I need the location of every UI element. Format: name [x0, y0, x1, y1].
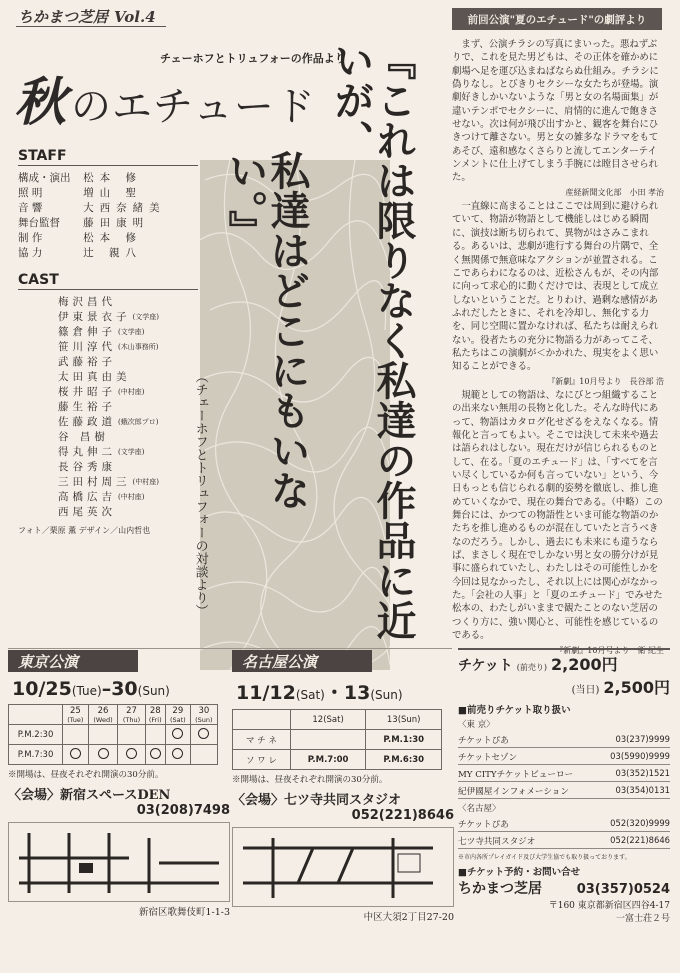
nagoya-time-cell: P.M.1:30: [366, 730, 442, 750]
ticket-outlet-row: [458, 768, 670, 782]
quote-line2: 私達はどこにもいない。』: [222, 150, 311, 510]
ticket-section: [458, 648, 670, 932]
tokyo-day-cell: [165, 705, 190, 725]
quote-line1: 『これは限りなく私達の作品に近いが、: [328, 40, 417, 640]
tokyo-table-row: [9, 745, 218, 765]
staff-name: 松本 修: [83, 232, 142, 244]
tokyo-mark-cell: [88, 745, 118, 765]
tokyo-mark-cell: [88, 725, 118, 745]
performance-circle-icon: [98, 748, 109, 759]
ticket-label: チケット: [458, 658, 513, 674]
tokyo-address: 新宿区歌舞伎町1-1-3: [138, 907, 230, 918]
nagoya-map: [232, 827, 454, 907]
advance-label: (前売り): [516, 663, 547, 672]
performance-circle-icon: [126, 748, 137, 759]
tokyo-mark-cell: [118, 725, 145, 745]
cast-row: [58, 489, 198, 504]
tokyo-mark-cell: [165, 745, 190, 765]
nagoya-map-svg: [233, 828, 453, 908]
outlet-name: MY CITYチケットビューロー: [458, 770, 574, 780]
tokyo-schedule-table: [8, 704, 218, 765]
nagoya-time-cell: P.M.6:30: [366, 750, 442, 770]
cast-row: [58, 309, 198, 324]
tokyo-mark-cell: [145, 745, 165, 765]
review-body: [452, 38, 664, 658]
tokyo-day-number: 30: [198, 705, 210, 716]
tokyo-venue: 〈会場〉新宿スペースDEN: [8, 788, 171, 803]
tokyo-note: ※開場は、昼夜それぞれ開演の30分前。: [8, 770, 164, 780]
cast-heading: CAST: [18, 272, 198, 290]
tokyo-day-cell: [88, 705, 118, 725]
nagoya-note: ※開場は、昼夜それぞれ開演の30分前。: [232, 775, 388, 785]
tokyo-section: [8, 650, 230, 918]
outlet-name: チケットぴあ: [458, 736, 509, 746]
tokyo-mark-cell: [190, 725, 217, 745]
cast-affiliation: (中村座): [132, 478, 159, 486]
tokyo-table-header: [9, 705, 218, 725]
cast-affiliation: (文学座): [132, 313, 159, 321]
review-paragraph-3: 規範としての物語は、なにびとつ組織することの出来ない無用の長物と化した。そんな時代にあって、物語はカタログ化せざるをえなくなる。情報化と言ってもよい。そこでは決して未来や過去は語られはしない。現在だけが信じられるものとして、在る。「夏のエチュード」は、「すべてを言い尽くしているか何も言っていない」という、今日もっとも信じられる劇的姿勢を徹底し、推し進めていくなかで、現在の舞台である。（中略）この舞台には、かつての物語性といま可能な物語のかたちを推し進めるものが混在していたと言うべきなのだろう。しかし、過去にも未来にも違うならば、まさしく現在でしかない男と女の勝分けが見事に盛られていたし、わたしはその可能性しかを今回は見なかったし、それ以上には関心がなかった。「会社の人事」と「夏のエチュード」でみせた松本の、わたしがいままで観たことのない芝居のつくり方に、強い関心と、可能性を感じているのである。: [452, 389, 663, 642]
staff-name: 増山 聖: [83, 187, 142, 199]
cast-section: [18, 272, 198, 536]
tokyo-weekday: (Sat): [169, 715, 186, 724]
ticket-outlet-row: [458, 818, 670, 832]
ticket-outlet-row: [458, 734, 670, 748]
tokyo-time-cell: P.M.7:30: [9, 745, 63, 765]
nagoya-dates: 11/12(Sat)・13(Sun): [236, 682, 403, 704]
staff-role: 音 響: [18, 202, 43, 214]
cast-affiliation: (蛾次郎プロ): [118, 418, 159, 426]
tokyo-map-svg: [9, 823, 229, 903]
subtitle: チェーホフとトリュフォーの作品より: [160, 52, 346, 65]
contact-address-1: 〒160 東京都新宿区四谷4-17: [548, 901, 670, 911]
cast-name: 篠倉伸子: [58, 326, 116, 338]
ticket-outlet-row: [458, 835, 670, 849]
tokyo-table-corner: [9, 705, 63, 725]
cast-name: 梅沢昌代: [58, 296, 116, 308]
cast-affiliation: (中村座): [118, 388, 145, 396]
cast-row: [58, 294, 198, 309]
outlet-name: チケットセゾン: [458, 753, 518, 763]
outlet-name: 七ツ寺共同スタジオ: [458, 837, 536, 847]
cast-row: [58, 369, 198, 384]
tokyo-mark-cell: [118, 745, 145, 765]
nagoya-col-1: 12(Sat): [290, 710, 366, 730]
review-paragraph-1: まず、公演チラシの写真にまいった。悪ねずぶりで、これを見た男どもは、その正体を確かめに劇場へ足を運び込まねばならぬ仕組み。チラシに偽りなし。とびきりセクシーな女たちが登場。演劇好きしかいないような「男と女の名場面集」が違いテンポでセクシーに、肩情的に進んで飽きさせない。次は何が飛び出すかと、観客を舞台にひきつけて離さない。男と女の雑多なドラマをもてあそび、遠和感なくさらりと流してエンターテインメントに仕上げてしまう手腕には瞠目させられた。: [452, 39, 659, 184]
staff-row: [18, 185, 198, 200]
tokyo-mark-cell: [145, 725, 165, 745]
door-label: (当日): [571, 685, 600, 696]
outlet-phone: 03(5990)9999: [610, 751, 670, 761]
tokyo-end-day: (Sun): [137, 684, 170, 698]
contact-name: ちかまつ芝居: [458, 881, 542, 897]
ticket-outlet-row: [458, 751, 670, 765]
tokyo-weekday: (Sun): [195, 715, 213, 724]
review-paragraph-2: 一直線に高まることはここでは周到に避けられていて、物語が物語として機能しはじめる瞬間に、演技は断ち切られて、異物がはさみこまれる。あるいは、悲劇が進行する舞台の片隅で、全く無関係で無意味なアクションが並置される。ここであらわになるのは、近松さんもが、その内部に向って求心的に動くだけでは、表現として成立しないということだ。とりわけ、過剰な感情があふれだしたときに、それを冷却し、無化する力を、同じ空間に置かなければ、私たちは耐えられない。役者たちの充分に物語る力があってこそ、私たちはこの演劇が＜かかれた、現実をよく思い知ることができる。: [452, 201, 659, 373]
credit-line: フォト／栗原 薫 デザイン／山内哲也: [18, 526, 151, 535]
tokyo-day-number: 25: [69, 705, 81, 716]
review-source-1: 産経新聞文化部 小田 孝治: [565, 187, 664, 197]
outlets-heading: ■前売りチケット取り扱い: [458, 705, 571, 716]
tokyo-day-number: 28: [149, 705, 161, 716]
tokyo-day-cell: [190, 705, 217, 725]
tokyo-map: [8, 822, 230, 902]
cast-name: 三田村周三: [58, 476, 131, 488]
nagoya-day-2: (Sun): [370, 688, 403, 702]
tokyo-day-number: 27: [126, 705, 137, 716]
tokyo-weekday: (Thu): [122, 715, 141, 724]
cast-name: 藤生裕子: [58, 401, 116, 413]
cast-name: 武藤裕子: [58, 356, 116, 368]
outlet-phone: 03(237)9999: [615, 734, 670, 744]
staff-section: [18, 148, 198, 260]
cast-name: 長谷秀康: [58, 461, 116, 473]
tokyo-weekday: (Fri): [148, 715, 162, 724]
contact-heading: ■チケット予約・お問い合せ: [458, 867, 581, 878]
performance-circle-icon: [172, 728, 183, 739]
tokyo-weekday: (Wed): [93, 715, 113, 724]
cast-row: [58, 414, 198, 429]
cast-name: 桜井昭子: [58, 386, 116, 398]
staff-list: [18, 170, 198, 260]
performance-circle-icon: [198, 728, 209, 739]
staff-row: [18, 215, 198, 230]
nagoya-phone: 052(221)8646: [351, 808, 454, 823]
cast-name: 得丸伸二: [58, 446, 116, 458]
performance-circle-icon: [150, 748, 161, 759]
nagoya-time-cell: P.M.7:00: [290, 750, 366, 770]
cast-row: [58, 399, 198, 414]
tokyo-day-cell: [63, 705, 88, 725]
performance-circle-icon: [70, 748, 81, 759]
volume-label: Vol.4: [114, 8, 156, 26]
tokyo-day-number: 29: [172, 705, 184, 716]
staff-row: [18, 230, 198, 245]
review-source-2: 『新劇』10月号より 長谷部 浩: [547, 376, 664, 386]
cast-name: 太田真由美: [58, 371, 131, 383]
quote-source: （チェーホフとトリュフォーの対談より）: [192, 370, 208, 617]
page-title: [14, 60, 316, 135]
cast-name: 伊東景衣子: [58, 311, 131, 323]
staff-row: [18, 245, 198, 260]
tokyo-venue-row: [8, 784, 230, 803]
tokyo-start-date: 10/25: [12, 678, 72, 700]
review-source-3: 『新劇』10月号より 衛 紀生: [555, 645, 664, 655]
review-heading: 前回公演"夏のエチュード"の劇評より: [452, 8, 662, 30]
section-divider: [8, 648, 452, 649]
tokyo-outlets-list: [458, 734, 670, 799]
tokyo-time-cell: P.M.2:30: [9, 725, 63, 745]
staff-heading: STAFF: [18, 148, 198, 166]
nagoya-date-2: 13: [343, 682, 371, 704]
staff-row: [18, 170, 198, 185]
cast-affiliation: (木山事務所): [118, 343, 159, 351]
performance-circle-icon: [172, 748, 183, 759]
ticket-outlet-row: [458, 785, 670, 799]
outlet-name: 紀伊國屋インフォメーション: [458, 787, 569, 797]
tokyo-start-day: (Tue): [71, 684, 102, 698]
cast-row: [58, 459, 198, 474]
outlet-phone: 03(352)1521: [615, 768, 670, 778]
cast-affiliation: (中村座): [118, 493, 145, 501]
cast-row: [58, 474, 198, 489]
header-rule: [16, 26, 166, 27]
staff-row: [18, 200, 198, 215]
nagoya-table-row: [233, 730, 442, 750]
nagoya-address: 中区大須2丁目27-20: [363, 912, 454, 923]
cast-row: [58, 429, 198, 444]
contact-address-2: 一富士荘２号: [615, 914, 670, 924]
tokyo-mark-cell: [190, 745, 217, 765]
tokyo-mark-cell: [165, 725, 190, 745]
ticket-price-row-2: [458, 675, 670, 698]
nagoya-date-1: 11/12: [236, 682, 296, 704]
nagoya-table-corner: [233, 710, 291, 730]
contact-row: [458, 878, 670, 898]
staff-role: 照 明: [18, 187, 43, 199]
outlet-name: チケットぴあ: [458, 820, 509, 830]
ticket-price-row-1: [458, 648, 670, 675]
cast-name: 谷 昌樹: [58, 431, 109, 443]
tokyo-phone: 03(208)7498: [136, 803, 230, 818]
cast-affiliation: (文学座): [118, 448, 145, 456]
staff-name: 大西奈緒美: [83, 202, 166, 214]
door-price: 2,500円: [603, 678, 670, 697]
staff-name: 松本 修: [83, 172, 142, 184]
nagoya-venue: 〈会場〉七ツ寺共同スタジオ: [232, 793, 402, 808]
cast-row: [58, 504, 198, 519]
tokyo-heading: 東京公演: [8, 650, 138, 672]
nagoya-row-label: マ チ ネ: [233, 730, 291, 750]
title-main: 秋: [14, 72, 68, 133]
tokyo-mark-cell: [63, 745, 88, 765]
staff-name: 辻 親八: [83, 247, 142, 259]
cast-row: [58, 444, 198, 459]
cast-row: [58, 324, 198, 339]
advance-price: 2,200円: [551, 655, 618, 674]
nagoya-row-label: ソ ワ レ: [233, 750, 291, 770]
tokyo-dates: [12, 678, 230, 700]
staff-role: 構成・演出: [18, 172, 71, 184]
outlet-phone: 052(320)9999: [610, 818, 670, 828]
tokyo-mark-cell: [63, 725, 88, 745]
nagoya-day-1: (Sat): [295, 688, 325, 702]
nagoya-schedule-table: [232, 709, 442, 770]
outlet-small-note: ※市内各所プレイガイド及び大学生協でも取り扱っております。: [458, 854, 631, 861]
tokyo-table-row: [9, 725, 218, 745]
nagoya-section: [232, 650, 454, 923]
staff-role: 制 作: [18, 232, 43, 244]
staff-role: 舞台監督: [18, 217, 60, 229]
tokyo-day-cell: [145, 705, 165, 725]
series-label: ちかまつ芝居: [18, 8, 109, 26]
nagoya-table-header: [233, 710, 442, 730]
cast-row: [58, 354, 198, 369]
tokyo-outlets-label: 〈東 京〉: [458, 720, 495, 730]
series-name: [18, 6, 156, 27]
nagoya-col-2: 13(Sun): [366, 710, 442, 730]
tokyo-weekday: (Tue): [67, 715, 84, 724]
cast-name: 佐藤政道: [58, 416, 116, 428]
staff-name: 藤田康明: [83, 217, 150, 229]
nagoya-outlets-label: 〈名古屋〉: [458, 804, 501, 814]
nagoya-heading: 名古屋公演: [232, 650, 372, 672]
nagoya-time-cell: [290, 730, 366, 750]
tokyo-end-date: –30: [101, 678, 138, 700]
cast-row: [58, 339, 198, 354]
cast-name: 笹川淳代: [58, 341, 116, 353]
contact-phone: 03(357)0524: [576, 882, 670, 897]
cast-name: 西尾英次: [58, 506, 116, 518]
cast-name: 高橋広吉: [58, 491, 116, 503]
outlet-phone: 03(354)0131: [615, 785, 670, 795]
nagoya-table-row: [233, 750, 442, 770]
tokyo-day-cell: [118, 705, 145, 725]
title-rest: のエチュード: [71, 84, 316, 130]
cast-row: [58, 384, 198, 399]
tokyo-day-number: 26: [97, 705, 109, 716]
cast-affiliation: (文学座): [118, 328, 145, 336]
cast-list: [18, 294, 198, 519]
nagoya-outlets-list: [458, 818, 670, 849]
staff-role: 協 力: [18, 247, 43, 259]
outlet-phone: 052(221)8646: [610, 835, 670, 845]
